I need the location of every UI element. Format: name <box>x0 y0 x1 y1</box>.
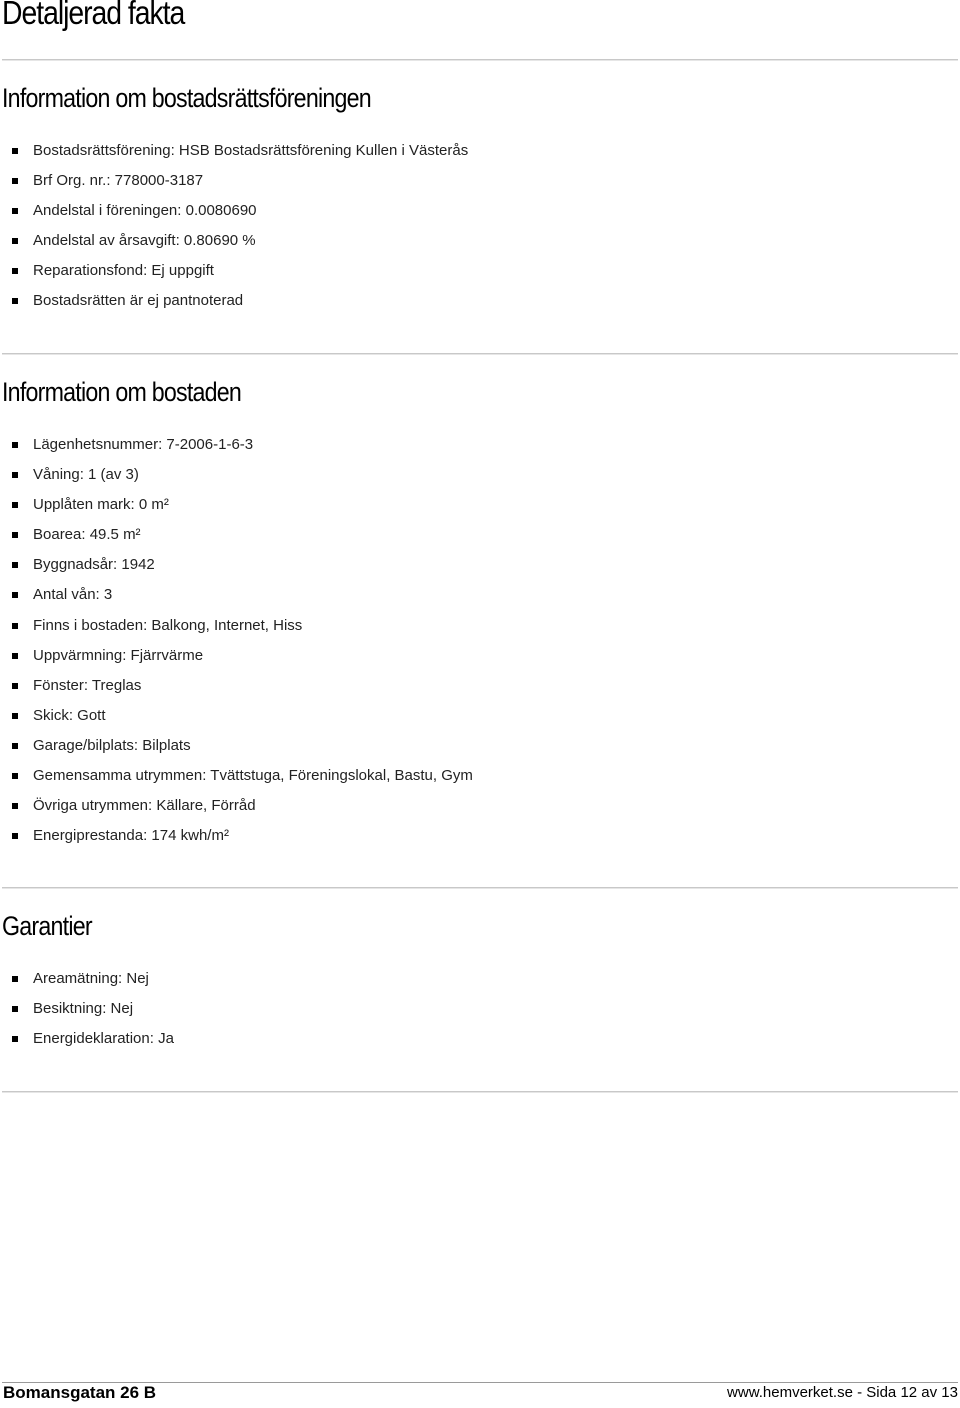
square-bullet-icon <box>12 803 18 809</box>
section-divider <box>2 887 958 889</box>
fact-text: Boarea: 49.5 m² <box>33 526 141 544</box>
fact-text: Byggnadsår: 1942 <box>33 556 155 574</box>
fact-text: Uppvärmning: Fjärrvärme <box>33 646 204 664</box>
fact-text: Besiktning: Nej <box>33 1000 134 1018</box>
square-bullet-icon <box>12 1036 18 1042</box>
square-bullet-icon <box>12 653 18 659</box>
fact-text: Upplåten mark: 0 m² <box>33 496 169 514</box>
square-bullet-icon <box>12 713 18 719</box>
fact-text: Bostadsrätten är ej pantnoterad <box>33 292 244 310</box>
section-divider <box>2 1091 958 1093</box>
square-bullet-icon <box>12 442 18 448</box>
fact-text: Garage/bilplats: Bilplats <box>33 736 191 754</box>
square-bullet-icon <box>12 148 18 154</box>
fact-text: Skick: Gott <box>33 706 106 724</box>
section-divider <box>2 353 958 355</box>
fact-text: Areamätning: Nej <box>33 970 149 987</box>
fact-text: Finns i bostaden: Balkong, Internet, Hiss <box>33 616 303 634</box>
fact-text: Våning: 1 (av 3) <box>33 466 139 484</box>
square-bullet-icon <box>12 298 18 304</box>
fact-text: Gemensamma utrymmen: Tvättstuga, Föreningslokal, Bastu, Gym <box>33 767 473 785</box>
square-bullet-icon <box>12 743 18 749</box>
square-bullet-icon <box>12 562 18 568</box>
fact-text: Lägenhetsnummer: 7-2006-1-6-3 <box>33 436 254 453</box>
square-bullet-icon <box>12 178 18 184</box>
square-bullet-icon <box>12 472 18 478</box>
square-bullet-icon <box>12 208 18 214</box>
section-heading-association: Information om bostadsrättsföreningen <box>2 83 371 113</box>
square-bullet-icon <box>12 976 18 982</box>
square-bullet-icon <box>12 773 18 779</box>
square-bullet-icon <box>12 1006 18 1012</box>
section-divider <box>2 59 958 61</box>
footer-site-page: www.hemverket.se - Sida 12 av 13 <box>727 1384 958 1401</box>
fact-text: Andelstal av årsavgift: 0.80690 % <box>33 232 256 250</box>
square-bullet-icon <box>12 268 18 274</box>
page-title: Detaljerad fakta <box>2 0 185 31</box>
fact-text: Energideklaration: Ja <box>33 1030 174 1048</box>
fact-text: Energiprestanda: 174 kwh/m² <box>33 827 229 845</box>
fact-text: Brf Org. nr.: 778000-3187 <box>33 172 204 190</box>
fact-text: Övriga utrymmen: Källare, Förråd <box>33 797 256 815</box>
square-bullet-icon <box>12 532 18 538</box>
section-heading-guarantees: Garantier <box>2 911 92 941</box>
footer-address: Bomansgatan 26 B <box>3 1383 157 1402</box>
fact-text: Bostadsrättsförening: HSB Bostadsrättsförening Kullen i Västerås <box>33 142 469 159</box>
fact-text: Antal vån: 3 <box>33 586 113 604</box>
square-bullet-icon <box>12 502 18 508</box>
square-bullet-icon <box>12 623 18 629</box>
fact-text: Fönster: Treglas <box>33 676 142 694</box>
section-heading-apartment: Information om bostaden <box>2 377 242 407</box>
square-bullet-icon <box>12 592 18 598</box>
fact-text: Reparationsfond: Ej uppgift <box>33 262 214 280</box>
square-bullet-icon <box>12 683 18 689</box>
square-bullet-icon <box>12 238 18 244</box>
fact-text: Andelstal i föreningen: 0.0080690 <box>33 202 257 220</box>
square-bullet-icon <box>12 833 18 839</box>
